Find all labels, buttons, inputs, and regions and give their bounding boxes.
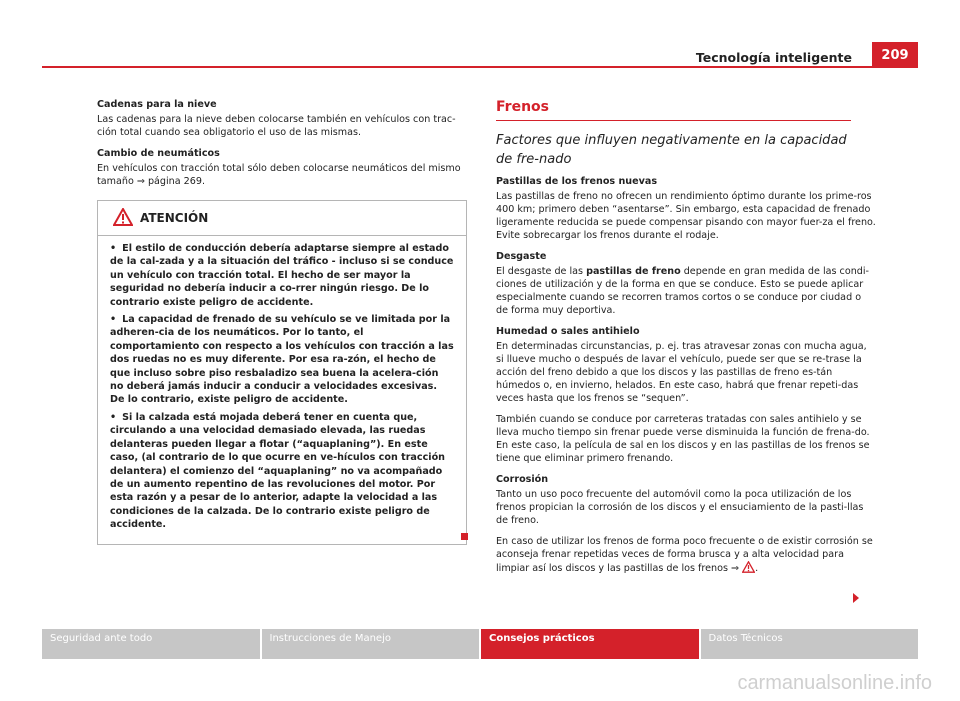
- warning-triangle-icon: [113, 208, 133, 226]
- subheading-corrosion: Corrosión: [496, 474, 549, 485]
- running-header-title: Tecnología inteligente: [695, 50, 852, 65]
- warning-item-text: El estilo de conducción debería adaptarse siempre al estado de la cal-zada y a la situación del tráfico - incluso si se conduce un vehículo con tracción total. El hecho de ser mayor la seguridad no debería inducir a co-rrer ningún riesgo. De lo contrario existe peligro de accidente.: [110, 243, 454, 308]
- paragraph-new-pads: Las pastillas de freno no ofrecen un rendimiento óptimo durante los prime-ros 400 km; primero deben “asentarse”. Sin embargo, esta capacidad de frenado ligeramente reducida se puede compensar pisando con mayor fuer-za el freno. Evite sobrecargar los frenos durante el rodaje.: [496, 191, 876, 241]
- warning-item: [110, 242, 454, 309]
- wear-text-end: depende en gran medida de las condi-ciones de utilización y de la forma en que se conduce. Esto se puede aplicar especialmente cuando se recorren tramos cortos o se conduce por ciudad o de forma muy deportiva.: [496, 266, 870, 316]
- paragraph-corrosion-2: [496, 535, 876, 575]
- bullet-icon: •: [110, 411, 117, 423]
- end-square-icon: [461, 533, 468, 540]
- watermark: carmanualsonline.info: [737, 672, 932, 694]
- right-column: [496, 98, 876, 575]
- corrosion-text-end: .: [755, 563, 759, 574]
- bullet-icon: •: [110, 314, 117, 326]
- warning-box: [97, 200, 467, 545]
- section-subtitle: Factores que influyen negativamente en la capacidad de fre-nado: [496, 133, 847, 167]
- subheading-tyre-change: Cambio de neumáticos: [97, 148, 220, 159]
- footer-tab-instructions[interactable]: Instrucciones de Manejo: [262, 629, 480, 659]
- footer-nav: [42, 629, 918, 659]
- subheading-humidity: Humedad o sales antihielo: [496, 326, 640, 337]
- subheading-snow-chains: Cadenas para la nieve: [97, 99, 217, 110]
- header-rule: [42, 66, 918, 68]
- section-rule: [496, 120, 851, 121]
- wear-text-start: El desgaste de las: [496, 266, 587, 277]
- subheading-wear: Desgaste: [496, 251, 547, 262]
- bullet-icon: •: [110, 243, 117, 254]
- warning-item-text: La capacidad de frenado de su vehículo se ve limitada por la adheren-cia de los neumáticos. Por lo tanto, el comportamiento con respecto a los vehículos con tracción a las dos ruedas no es muy diferente. Por esa ra-zón, el hecho de que incluso sobre piso resbaladizo sea buena la acelera-ción no deberá jamás inducir a conducir a velocidades excesivas. De lo contrario, existe peligro de accidente.: [110, 314, 454, 406]
- warning-header: [98, 201, 466, 236]
- paragraph-humidity-1: En determinadas circunstancias, p. ej. tras atravesar zonas con mucha agua, si llueve mucho o después de lavar el vehículo, puede ser que se re-trase la acción del freno debido a que los discos y las pastillas de freno es-tán húmedos o, en invierno, helados. En este caso, habrá que frenar repeti-das veces hasta que los frenos se “sequen”.: [496, 341, 867, 404]
- subheading-new-pads: Pastillas de los frenos nuevas: [496, 176, 658, 187]
- warning-title: ATENCIÓN: [140, 211, 209, 225]
- wear-text-bold: pastillas de freno: [586, 266, 681, 277]
- footer-tab-technical-data[interactable]: Datos Técnicos: [701, 629, 919, 659]
- warning-item: [110, 411, 454, 532]
- paragraph-tyre-change: En vehículos con tracción total sólo deben colocarse neumáticos del mismo tamaño ⇒ página 269.: [97, 163, 461, 187]
- warning-reference-icon[interactable]: [742, 561, 755, 573]
- paragraph-snow-chains: Las cadenas para la nieve deben colocarse también en vehículos con trac-ción total cuando sea obligatorio el uso de las mismas.: [97, 114, 456, 138]
- warning-item-text: Si la calzada está mojada deberá tener en cuenta que, circulando a una velocidad demasiado elevada, las ruedas delanteras pueden llegar a flotar (“aquaplaning”). En este caso, (al contrario de lo que ocurre en ve-hículos con tracción delantera) el comienzo del “aquaplaning” no va acompañado de un aumento repentino de las revoluciones del motor. Por esta razón y a pesar de lo anterior, adapte la velocidad a las condiciones de la calzada. De lo contrario existe peligro de accidente.: [110, 411, 445, 531]
- footer-tab-safety[interactable]: Seguridad ante todo: [42, 629, 260, 659]
- warning-item: [110, 313, 454, 407]
- left-column: [97, 98, 467, 545]
- paragraph-corrosion-1: Tanto un uso poco frecuente del automóvil como la poca utilización de los frenos propician la corrosión de los discos y el ensuciamiento de la pasti-llas de freno.: [496, 489, 864, 526]
- continue-arrow-icon[interactable]: [853, 593, 859, 603]
- section-title: Frenos: [496, 99, 549, 115]
- footer-tab-practical-tips[interactable]: Consejos prácticos: [481, 629, 699, 659]
- paragraph-humidity-2: También cuando se conduce por carreteras tratadas con sales antihielo y se lleva mucho tiempo sin frenar puede verse disminuida la función de frena-do. En este caso, la película de sal en los discos y en las pastillas de los frenos se tiene que eliminar primero frenando.: [496, 414, 870, 464]
- corrosion-text: En caso de utilizar los frenos de forma poco frecuente o de existir corrosión se aconseja frenar repetidas veces de forma brusca y a alta velocidad para limpiar así los discos y las pastillas de los frenos ⇒: [496, 536, 873, 574]
- warning-body: [98, 236, 466, 544]
- page-number: 209: [872, 42, 918, 68]
- paragraph-wear: [496, 265, 876, 317]
